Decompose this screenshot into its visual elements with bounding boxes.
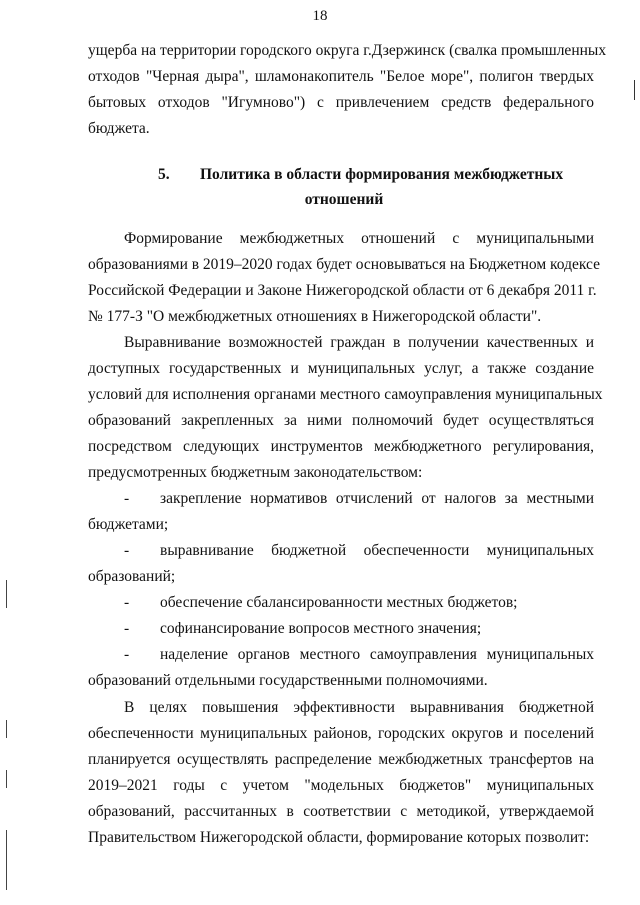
paragraph-line: Формирование межбюджетных отношений с муниципальными [124, 230, 594, 247]
paragraph-line: предусмотренных бюджетным законодательством: [88, 464, 423, 481]
section-number: 5. [158, 166, 170, 183]
list-item-text: наделение органов местного самоуправления муниципальных [160, 646, 594, 663]
paragraph-line: образованиями в 2019–2020 годах будет основываться на Бюджетном кодексе [88, 256, 600, 273]
list-item-text: закрепление нормативов отчислений от налогов за местными [160, 490, 594, 507]
list-item-text: образований отдельными государственными полномочиями. [88, 672, 488, 689]
bullet-marker: - [124, 542, 130, 559]
intro-line: отходов "Черная дыра", шламонакопитель "Белое море", полигон твердых [88, 68, 594, 85]
intro-line: бытовых отходов "Игумново") с привлечением средств федерального [88, 94, 594, 111]
section-title-line2: отношений [304, 191, 384, 208]
page-number: 18 [312, 8, 328, 24]
paragraph-line: Российской Федерации и Законе Нижегородской области от 6 декабря 2011 г. [88, 282, 597, 299]
paragraph-line: обеспеченности муниципальных районов, городских округов и поселений [88, 725, 594, 742]
section-title-line1: Политика в области формирования межбюджетных [200, 166, 564, 183]
paragraph-line: № 177-З "О межбюджетных отношениях в Нижегородской области". [88, 308, 542, 325]
paragraph-line: посредством следующих инструментов межбюджетного регулирования, [88, 438, 594, 455]
list-item-text: бюджетами; [88, 516, 169, 533]
intro-line: ущерба на территории городского округа г.Дзержинск (свалка промышленных [88, 42, 607, 59]
paragraph-line: образований закрепленных за ними полномочий будет осуществляться [88, 412, 594, 429]
bullet-marker: - [124, 646, 130, 663]
intro-line: бюджета. [88, 120, 150, 137]
paragraph-line: доступных государственных и муниципальных услуг, а также создание [88, 360, 594, 377]
bullet-marker: - [124, 594, 130, 611]
paragraph-line: Выравнивание возможностей граждан в получении качественных и [124, 334, 594, 351]
paragraph-line: 2019–2021 годы с учетом "модельных бюджетов" муниципальных [88, 777, 594, 794]
bullet-marker: - [124, 490, 130, 507]
paragraph-line: В целях повышения эффективности выравнивания бюджетной [124, 699, 594, 716]
list-item-text: обеспечение сбалансированности местных бюджетов; [160, 594, 518, 611]
list-item-text: софинансирование вопросов местного значения; [160, 620, 482, 637]
paragraph-line: планируется осуществлять распределение межбюджетных трансфертов на [88, 751, 594, 768]
paragraph-line: образований, рассчитанных в соответствии с методикой, утверждаемой [88, 803, 594, 820]
list-item-text: образований; [88, 568, 176, 585]
list-item-text: выравнивание бюджетной обеспеченности муниципальных [160, 542, 594, 559]
paragraph-line: Правительством Нижегородской области, формирование которых позволит: [88, 829, 590, 846]
edge-mark [634, 80, 635, 100]
bullet-marker: - [124, 620, 130, 637]
paragraph-line: условий для исполнения органами местного самоуправления муниципальных [88, 386, 603, 403]
